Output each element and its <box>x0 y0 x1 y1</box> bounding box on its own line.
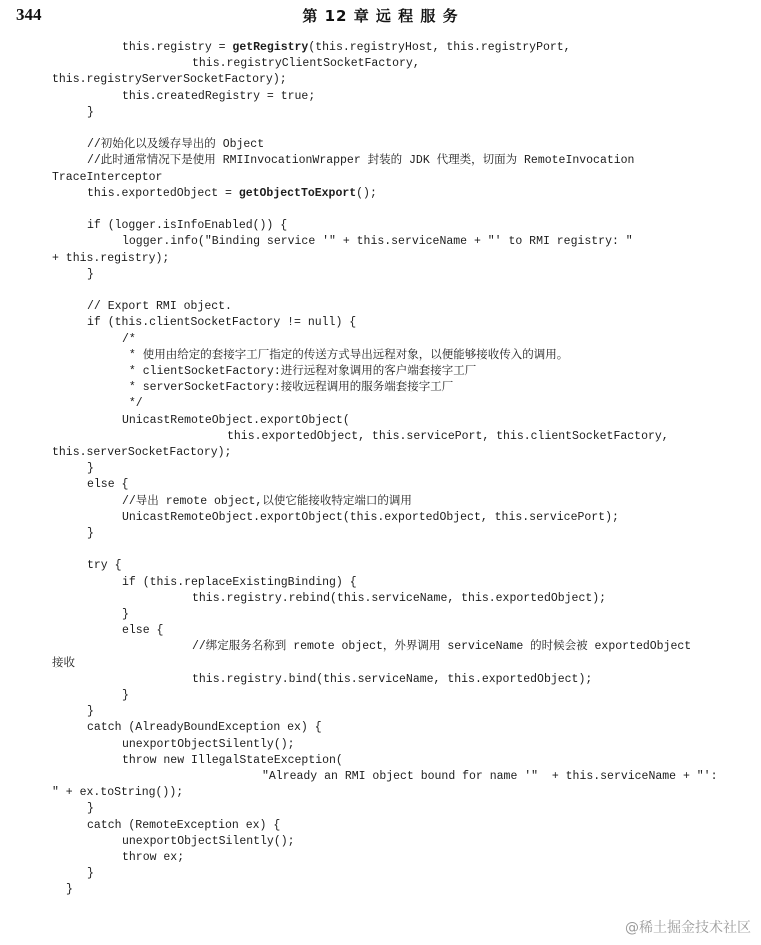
code-line: else { <box>87 478 129 492</box>
code-line: this.registryServerSocketFactory); <box>52 73 287 87</box>
code-line: this.exportedObject = getObjectToExport(); <box>87 186 377 200</box>
code-line: //导出 remote object,以使它能接收特定端口的调用 <box>122 494 412 508</box>
code-line: catch (AlreadyBoundException ex) { <box>87 721 322 735</box>
code-line: } <box>87 867 94 881</box>
code-line: } <box>87 527 94 540</box>
code-line: TraceInterceptor <box>52 170 163 184</box>
code-line: throw new IllegalStateException( <box>122 753 343 767</box>
code-line: } <box>87 705 94 719</box>
code-line: this.exportedObject, this.servicePort, this.clientSocketFactory, <box>227 429 669 443</box>
code-line: } <box>87 267 94 281</box>
code-line: } <box>66 883 73 897</box>
code-method-name: getObjectToExport <box>238 186 357 200</box>
code-line: * 使用由给定的套接字工厂指定的传送方式导出远程对象，以便能够接收传入的调用。 <box>122 348 569 362</box>
code-line: unexportObjectSilently(); <box>122 737 295 751</box>
code-line: } <box>87 462 94 476</box>
code-line: UnicastRemoteObject.exportObject( <box>122 413 350 427</box>
code-line: this.registry.rebind(this.serviceName, this.exportedObject); <box>192 591 607 605</box>
code-line: throw ex; <box>122 851 185 864</box>
code-line: // Export RMI object. <box>87 300 232 314</box>
code-line: if (logger.isInfoEnabled()) { <box>87 219 288 233</box>
code-line: unexportObjectSilently(); <box>122 834 295 848</box>
code-line: "Already an RMI object bound for name '" + this.serviceName + "': <box>262 770 718 783</box>
code-line: UnicastRemoteObject.exportObject(this.exportedObject, this.servicePort); <box>122 510 619 524</box>
code-line: this.registry = getRegistry(this.registryHost, this.registryPort, <box>122 41 571 54</box>
watermark: @稀土掘金技术社区 <box>625 920 751 936</box>
code-line: } <box>87 105 94 119</box>
code-line: logger.info("Binding service '" + this.serviceName + "' to RMI registry: " <box>122 235 633 249</box>
code-line: } <box>122 608 129 621</box>
code-line: if (this.clientSocketFactory != null) { <box>87 316 357 330</box>
code-line: this.registry.bind(this.serviceName, this.exportedObject); <box>192 672 593 686</box>
code-line: //此时通常情况下是使用 RMIInvocationWrapper 封装的 JDK 代理类，切面为 RemoteInvocation <box>87 154 635 168</box>
code-line: " + ex.toString()); <box>52 786 184 800</box>
code-line: this.createdRegistry = true; <box>122 89 316 103</box>
code-line: this.serverSocketFactory); <box>52 446 232 459</box>
code-line: try { <box>87 559 122 573</box>
code-line: catch (RemoteException ex) { <box>87 818 281 832</box>
page-number: 344 <box>16 5 42 24</box>
code-line: this.registryClientSocketFactory, <box>192 57 420 71</box>
code-line: */ <box>122 397 143 411</box>
page-header <box>0 0 761 30</box>
code-line: } <box>87 802 94 816</box>
code-line: if (this.replaceExistingBinding) { <box>122 575 357 589</box>
code-line: 接收 <box>52 656 75 670</box>
code-line: else { <box>122 624 164 638</box>
chapter-title: 第 12 章 远 程 服 务 <box>302 7 459 25</box>
code-line: //初始化以及缓存导出的 Object <box>87 138 265 152</box>
code-line: /* <box>122 332 136 346</box>
code-line: * clientSocketFactory:进行远程对象调用的客户端套接字工厂 <box>122 365 477 378</box>
code-method-name: getRegistry <box>232 41 309 54</box>
code-line: * serverSocketFactory:接收远程调用的服务端套接字工厂 <box>122 381 454 395</box>
code-line: //绑定服务名称到 remote object，外界调用 serviceName 的时候会被 exportedObject <box>192 640 692 654</box>
code-line: + this.registry); <box>52 251 170 265</box>
code-line: } <box>122 689 129 702</box>
